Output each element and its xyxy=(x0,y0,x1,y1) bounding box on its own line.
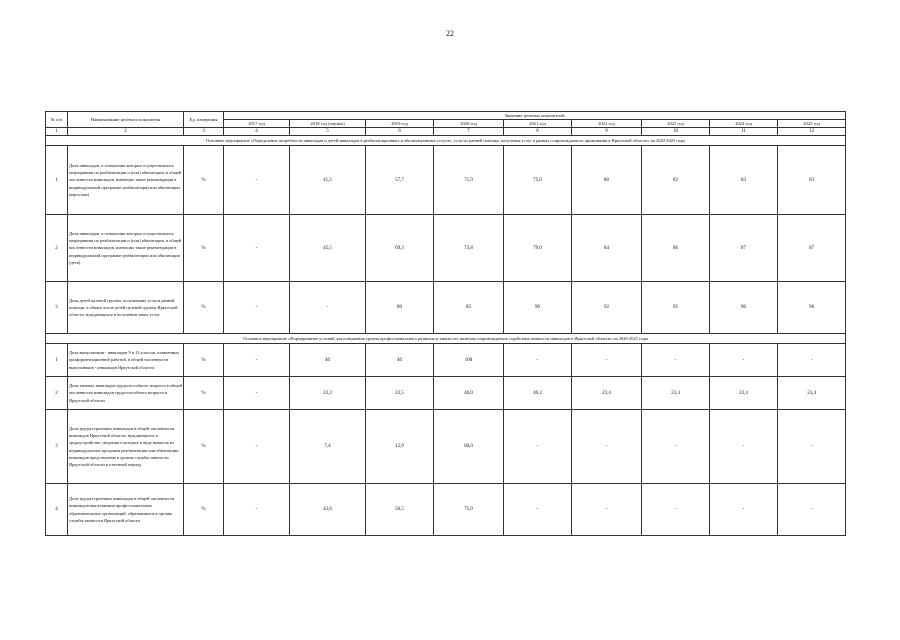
indicator-name: Доля инвалидов, в отношении которых осуществлялись мероприятия по реабилитации и (или) абилитации, в общей численности инвалидов, имеющих такие рекомендации в индивидуальной программе реабилитации или абилитации (взрослые) xyxy=(68,146,184,215)
value-cell: 84 xyxy=(572,215,642,282)
column-number: 6 xyxy=(366,128,434,136)
column-number: 9 xyxy=(572,128,642,136)
column-number: 10 xyxy=(642,128,710,136)
column-numbers-row xyxy=(46,128,846,136)
value-cell: 87 xyxy=(778,215,846,282)
header-number: № п/п xyxy=(46,112,68,128)
unit-cell: % xyxy=(184,215,224,282)
row-number: 2 xyxy=(46,377,68,410)
table-header xyxy=(46,112,846,128)
unit-cell: % xyxy=(184,282,224,334)
value-cell: 40 xyxy=(366,344,434,377)
section-row xyxy=(46,136,846,146)
value-cell: - xyxy=(778,344,846,377)
indicator-name: Доля трудоустроенных инвалидов в общей численности инвалидов Иркутской области, нуждающихся в трудоустройстве, сведения о которых в виде выписок из индивидуальных программ реабилитации или абилитации инвалидов представлены в органы службы занятости Иркутской области в отчетный период xyxy=(68,410,184,484)
value-cell: - xyxy=(572,410,642,484)
value-cell: 23,4 xyxy=(778,377,846,410)
value-cell: 7,4 xyxy=(290,410,366,484)
value-cell: - xyxy=(224,282,290,334)
column-number: 1 xyxy=(46,128,68,136)
value-cell: 23,5 xyxy=(366,377,434,410)
header-year: 2024 год xyxy=(710,120,778,128)
row-number: 2 xyxy=(46,215,68,282)
unit-cell: % xyxy=(184,377,224,410)
indicator-name: Доля инвалидов, в отношении которых осуществлялись мероприятия по реабилитации и (или) абилитации, в общей численности инвалидов, имеющих такие рекомендации в индивидуальной программе реабилитации или абилитации (дети) xyxy=(68,215,184,282)
value-cell: - xyxy=(224,377,290,410)
value-cell: 96 xyxy=(710,282,778,334)
unit-cell: % xyxy=(184,484,224,536)
value-cell: - xyxy=(572,344,642,377)
value-cell: 85 xyxy=(434,282,504,334)
unit-cell: % xyxy=(184,146,224,215)
value-cell: 79,0 xyxy=(504,215,572,282)
value-cell: 23,4 xyxy=(710,377,778,410)
section-row xyxy=(46,334,846,344)
unit-cell: % xyxy=(184,344,224,377)
value-cell: 90 xyxy=(504,282,572,334)
table-row xyxy=(46,344,846,377)
value-cell: 87 xyxy=(710,215,778,282)
value-cell: 75,0 xyxy=(504,146,572,215)
column-number: 7 xyxy=(434,128,504,136)
value-cell: 40,0 xyxy=(434,377,504,410)
table-row xyxy=(46,410,846,484)
header-year: 2018 год (оценка) xyxy=(290,120,366,128)
value-cell: - xyxy=(778,484,846,536)
table-row xyxy=(46,215,846,282)
value-cell: - xyxy=(710,344,778,377)
value-cell: 83 xyxy=(778,146,846,215)
header-year: 2017 год xyxy=(224,120,290,128)
value-cell: - xyxy=(710,410,778,484)
column-number: 3 xyxy=(184,128,224,136)
section-title: Основное мероприятие «Формирование условий для повышения уровня профессионального развития и занятости, включая сопровождаемое содействие занятости инвалидов в Иркутской области» на 2020-2025 годы xyxy=(46,334,846,344)
value-cell: - xyxy=(224,215,290,282)
value-cell: - xyxy=(224,484,290,536)
value-cell: - xyxy=(642,484,710,536)
header-unit: Ед. измерения xyxy=(184,112,224,128)
header-year: 2020 год xyxy=(434,120,504,128)
value-cell: 69,3 xyxy=(366,215,434,282)
page-number: 22 xyxy=(446,29,454,38)
column-number: 5 xyxy=(290,128,366,136)
header-year: 2025 год xyxy=(778,120,846,128)
table-row xyxy=(46,146,846,215)
value-cell: 57,7 xyxy=(366,146,434,215)
column-number: 4 xyxy=(224,128,290,136)
value-cell: - xyxy=(642,344,710,377)
value-cell: 60,0 xyxy=(434,410,504,484)
value-cell: 71,9 xyxy=(434,146,504,215)
value-cell: 95 xyxy=(642,282,710,334)
value-cell: - xyxy=(224,344,290,377)
table-body xyxy=(46,128,846,536)
column-number: 2 xyxy=(68,128,184,136)
value-cell: - xyxy=(572,484,642,536)
header-year: 2019 год xyxy=(366,120,434,128)
value-cell: - xyxy=(504,484,572,536)
header-indicator-name: Наименование целевого показателя xyxy=(68,112,184,128)
table-row xyxy=(46,282,846,334)
row-number: 3 xyxy=(46,282,68,334)
value-cell: - xyxy=(224,146,290,215)
value-cell: - xyxy=(642,410,710,484)
value-cell: 83 xyxy=(710,146,778,215)
value-cell: 23,4 xyxy=(572,377,642,410)
row-number: 1 xyxy=(46,146,68,215)
value-cell: 23,4 xyxy=(642,377,710,410)
value-cell: - xyxy=(224,410,290,484)
header-year: 2021 год xyxy=(504,120,572,128)
value-cell: 41,5 xyxy=(290,146,366,215)
column-number: 11 xyxy=(710,128,778,136)
section-title: Основное мероприятие «Определение потребности инвалидов и детей-инвалидов в реабилитационных и абилитационных услугах, услугах ранней помощи, получения услуг в рамках сопровождаемого проживания в Иркутской области» на 2020-2025 годы xyxy=(46,136,846,146)
column-number: 12 xyxy=(778,128,846,136)
value-cell: 96 xyxy=(778,282,846,334)
row-number: 4 xyxy=(46,484,68,536)
indicator-name: Доля детей целевой группы, получивших услуги ранней помощи, в общем числе детей целевой группы Иркутской области, нуждающихся в получении таких услуг xyxy=(68,282,184,334)
value-cell: 80 xyxy=(366,282,434,334)
value-cell: - xyxy=(710,484,778,536)
value-cell: 92 xyxy=(572,282,642,334)
value-cell: - xyxy=(778,410,846,484)
header-year: 2022 год xyxy=(572,120,642,128)
value-cell: - xyxy=(504,410,572,484)
target-indicators-table xyxy=(45,111,846,536)
value-cell: 86 xyxy=(642,215,710,282)
value-cell: 40 xyxy=(290,344,366,377)
value-cell: 73,8 xyxy=(434,215,504,282)
value-cell: 12,9 xyxy=(366,410,434,484)
value-cell: 75,0 xyxy=(434,484,504,536)
value-cell: 45,5 xyxy=(290,215,366,282)
row-number: 1 xyxy=(46,344,68,377)
table-row xyxy=(46,484,846,536)
table-row xyxy=(46,377,846,410)
row-number: 3 xyxy=(46,410,68,484)
value-cell: 50,5 xyxy=(366,484,434,536)
column-number: 8 xyxy=(504,128,572,136)
value-cell: - xyxy=(504,344,572,377)
indicator-name: Доля занятых инвалидов трудоспособного возраста в общей численности инвалидов трудоспособного возраста в Иркутской области xyxy=(68,377,184,410)
indicator-name: Доля выпускников - инвалидов 9 и 11 классов, охваченных профориентационной работой, в общей численности выпускников - инвалидов Иркутской области xyxy=(68,344,184,377)
value-cell: 82 xyxy=(642,146,710,215)
indicator-name: Доля трудоустроенных инвалидов в общей численности инвалидов-выпускников профессиональных образовательных организаций, обратившихся в органы службы занятости Иркутской области xyxy=(68,484,184,536)
value-cell: 40,2 xyxy=(504,377,572,410)
header-values: Значение целевых показателей xyxy=(224,112,846,120)
value-cell: 23,2 xyxy=(290,377,366,410)
header-year: 2023 год xyxy=(642,120,710,128)
unit-cell: % xyxy=(184,410,224,484)
value-cell: 100 xyxy=(434,344,504,377)
value-cell: 42,6 xyxy=(290,484,366,536)
value-cell: - xyxy=(290,282,366,334)
value-cell: 80 xyxy=(572,146,642,215)
